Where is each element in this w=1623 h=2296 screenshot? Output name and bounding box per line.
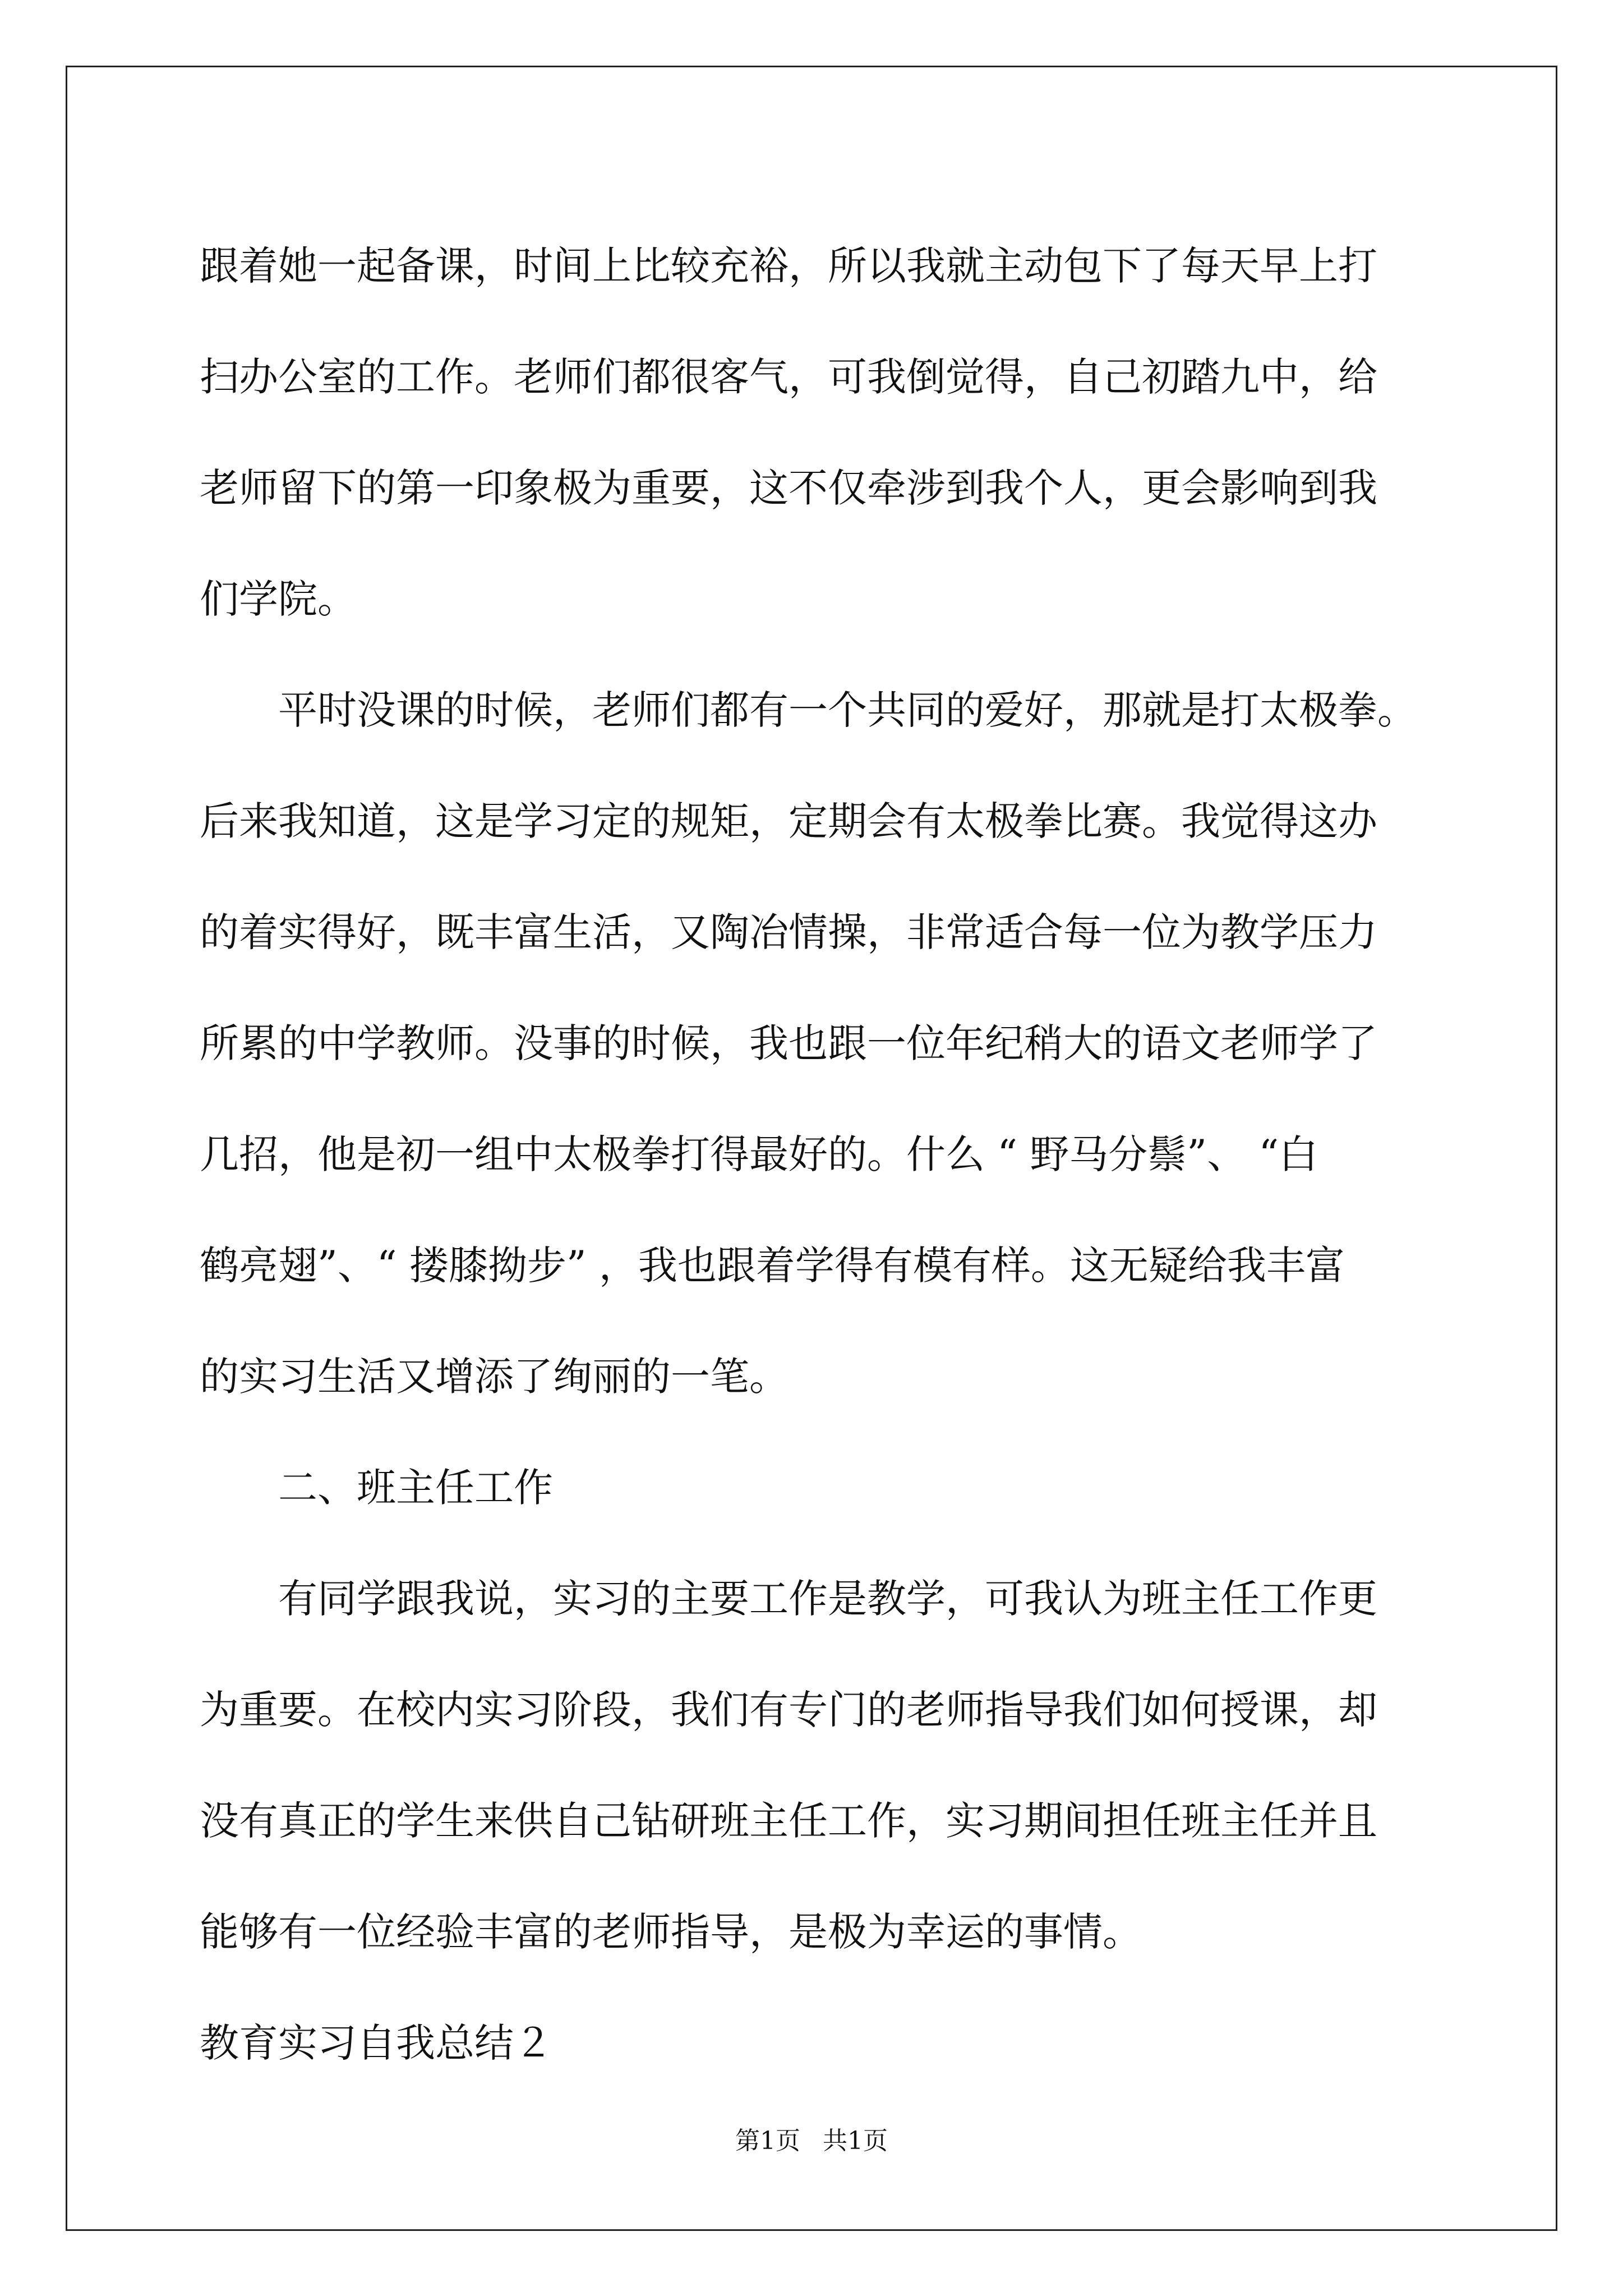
- text-line: 有同学跟我说，实习的主要工作是教学，可我认为班主任工作更: [278, 1576, 1377, 1622]
- paragraph-2: [200, 655, 1433, 1432]
- section-heading: 二、班主任工作: [278, 1465, 553, 1511]
- document-body: [200, 210, 1433, 2099]
- text-line: 能够有一位经验丰富的老师指导，是极为幸运的事情。: [200, 1909, 1142, 1955]
- text-line: 平时没课的时候，老师们都有一个共同的爱好，那就是打太极拳。: [278, 687, 1417, 733]
- text-line: 们学院。: [200, 576, 357, 622]
- text-line: 后来我知道，这是学习定的规矩，定期会有太极拳比赛。我觉得这办: [200, 798, 1377, 844]
- text-line: 老师留下的第一印象极为重要，这不仅牵涉到我个人，更会影响到我: [200, 465, 1377, 511]
- text-line: 扫办公室的工作。老师们都很客气，可我倒觉得，自己初踏九中，给: [200, 354, 1377, 400]
- text-line: 跟着她一起备课，时间上比较充裕，所以我就主动包下了每天早上打: [200, 243, 1377, 289]
- text-line: 鹤亮翅”、“ 搂膝拗步” ，我也跟着学得有模有样。这无疑给我丰富: [200, 1243, 1345, 1289]
- text-line: 几招，他是初一组中太极拳打得最好的。什么 “ 野马分鬃”、 “白: [200, 1131, 1318, 1177]
- text-line: 所累的中学教师。没事的时候，我也跟一位年纪稍大的语文老师学了: [200, 1020, 1377, 1066]
- text-line: 为重要。在校内实习阶段，我们有专门的老师指导我们如何授课，却: [200, 1687, 1377, 1733]
- document-title: 教育实习自我总结２: [200, 2020, 553, 2066]
- text-line: 没有真正的学生来供自己钻研班主任工作，实习期间担任班主任并且: [200, 1798, 1377, 1844]
- text-line: 的实习生活又增添了绚丽的一笔。: [200, 1354, 789, 1400]
- page-count: 共1页: [823, 2127, 888, 2155]
- page-footer: [0, 2124, 1623, 2158]
- text-line: 的着实得好，既丰富生活，又陶冶情操，非常适合每一位为教学压力: [200, 909, 1377, 955]
- paragraph-3: [200, 1543, 1433, 1987]
- paragraph-1: [200, 210, 1433, 655]
- page-number: 第1页: [735, 2127, 800, 2155]
